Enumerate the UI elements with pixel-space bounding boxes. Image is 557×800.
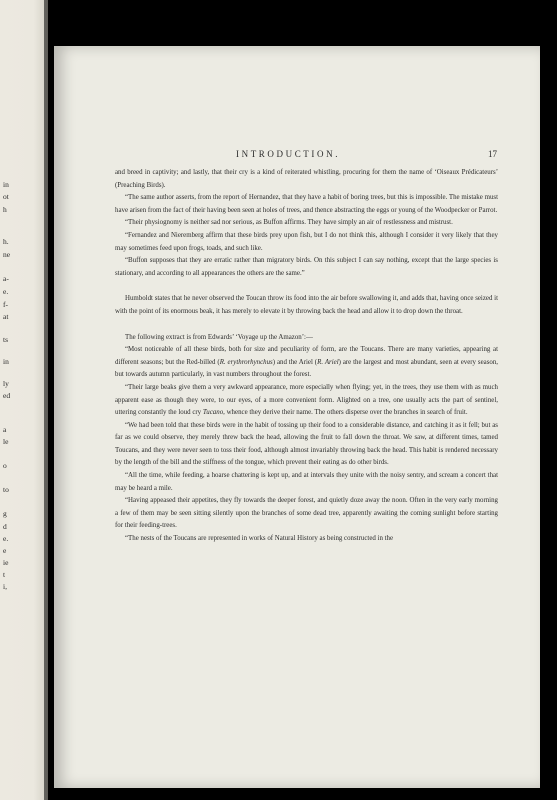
- margin-fragment: to: [3, 485, 9, 494]
- margin-fragment: a-: [3, 274, 9, 283]
- margin-fragment: ie: [3, 558, 9, 567]
- paragraph-text: , whence they derive their name. The others disperse over the branches in search of fruit.: [223, 409, 468, 417]
- paragraph: [115, 382, 498, 420]
- margin-fragment: ne: [3, 250, 11, 259]
- paragraph: “We had been told that these birds were in the habit of tossing up their food to a considerable distance, and catching it as it fell; but as far as we could observe, they merely threw back the head, allowing the fruit to fall down the throat. We saw, at different times, tamed Toucans, and they were never seen to toss their food, although almost invariably throwing back the head. This habit is rendered necessary by the length of the bill and the stiffness of the tongue, which prevent their eating as do other birds.: [115, 421, 498, 467]
- margin-fragment: ed: [3, 391, 11, 400]
- margin-fragment: e: [3, 546, 7, 555]
- margin-fragment: f-: [3, 300, 8, 309]
- margin-fragment: d: [3, 522, 7, 531]
- paragraph: Humboldt states that he never observed the Toucan throw its food into the air before swallowing it, and adds that, having once seized it with the point of its enormous beak, it has merely to elevate it by throwing back the head and allow it to drop down the throat.: [115, 295, 498, 315]
- paragraph: “Having appeased their appetites, they fly towards the deeper forest, and quietly doze away the noon. Often in the very early morning a few of them may be seen sitting silently upon the branches of some dead tree, apparently awaiting the coming sunlight before starting for their feeding-trees.: [115, 497, 498, 530]
- paragraph: and breed in captivity; and lastly, that their cry is a kind of reiterated whistling, procuring for them the name of ‘Oiseaux Prédicateurs’ (Preaching Birds).: [115, 169, 498, 189]
- italic-word: Tucano: [202, 409, 224, 417]
- margin-fragment: g: [3, 509, 7, 518]
- paragraph: “Fernandez and Nieremberg affirm that these birds prey upon fish, but I do not think this, although I consider it very likely that they may sometimes feed upon frogs, toads, and such like.: [115, 231, 498, 252]
- left-page-edge: [0, 0, 48, 800]
- margin-fragment: in: [3, 180, 9, 189]
- page-header: [54, 149, 540, 161]
- margin-fragment: e.: [3, 534, 9, 543]
- margin-fragment: le: [3, 437, 9, 446]
- paragraph: “Buffon supposes that they are erratic rather than migratory birds. On this subject I can say nothing, except that the large species is stationary, and according to all appearances the others are the same.”: [115, 257, 498, 277]
- margin-fragment: h.: [3, 237, 9, 246]
- margin-fragment: t: [3, 570, 6, 579]
- paragraph: “The nests of the Toucans are represented in works of Natural History as being constructed in the: [125, 535, 394, 543]
- running-title: INTRODUCTION.: [236, 149, 341, 159]
- paragraph: The following extract is from Edwards’ ‘Voyage up the Amazon’:—: [125, 333, 313, 341]
- paragraph: “Their physiognomy is neither sad nor serious, as Buffon affirms. They have simply an air of restlessness and mistrust.: [125, 219, 453, 227]
- paragraph-text: “Most noticeable of all these birds, both for size and peculiarity of form, are the Toucans. There are many varieties, appearing at different seasons; but the Red-billed (: [115, 346, 498, 366]
- margin-fragment: h: [3, 205, 7, 214]
- paragraph: [115, 344, 498, 382]
- margin-fragment: a: [3, 425, 7, 434]
- margin-fragment: i,: [3, 582, 7, 591]
- margin-fragment: at: [3, 312, 9, 321]
- book-page: [54, 46, 540, 788]
- margin-fragment: in: [3, 357, 9, 366]
- margin-fragment: e.: [3, 287, 9, 296]
- paragraph-text: ) and the Ariel (: [272, 358, 318, 366]
- page-number: 17: [488, 149, 497, 159]
- paragraph: “All the time, while feeding, a hoarse chattering is kept up, and at intervals they unite with the noisy sentry, and scream a concert that may be heard a mile.: [115, 472, 498, 492]
- paragraph-text: ) are the largest and most abundant, seen at every season, but towards autumn particularly, in vast numbers throughout the forest.: [115, 358, 499, 379]
- species-name: R. erythrorhynchus: [219, 358, 273, 366]
- paragraph: “The same author asserts, from the report of Hernandez, that they have a habit of boring trees, but this is impossible. The mistake must have arisen from the fact of their having been seen at holes of trees, and thence abstracting the eggs or young of the Woodpecker or Parrot.: [115, 194, 498, 214]
- margin-fragment: o: [3, 461, 7, 470]
- margin-fragment: ly: [3, 379, 9, 388]
- margin-fragment: ts: [3, 335, 9, 344]
- paragraph-text: “Their large beaks give them a very awkward appearance, more especially when flying; yet, in the trees, they use them with as much apparent ease as though they were, to our eyes, of a more convenient form. Alighted on a tree, one usually acts the part of sentinel, uttering constantly the loud cry: [115, 383, 498, 417]
- species-name: R. Ariel: [317, 358, 339, 366]
- margin-fragment: ot: [3, 192, 9, 201]
- body-text: [115, 167, 498, 546]
